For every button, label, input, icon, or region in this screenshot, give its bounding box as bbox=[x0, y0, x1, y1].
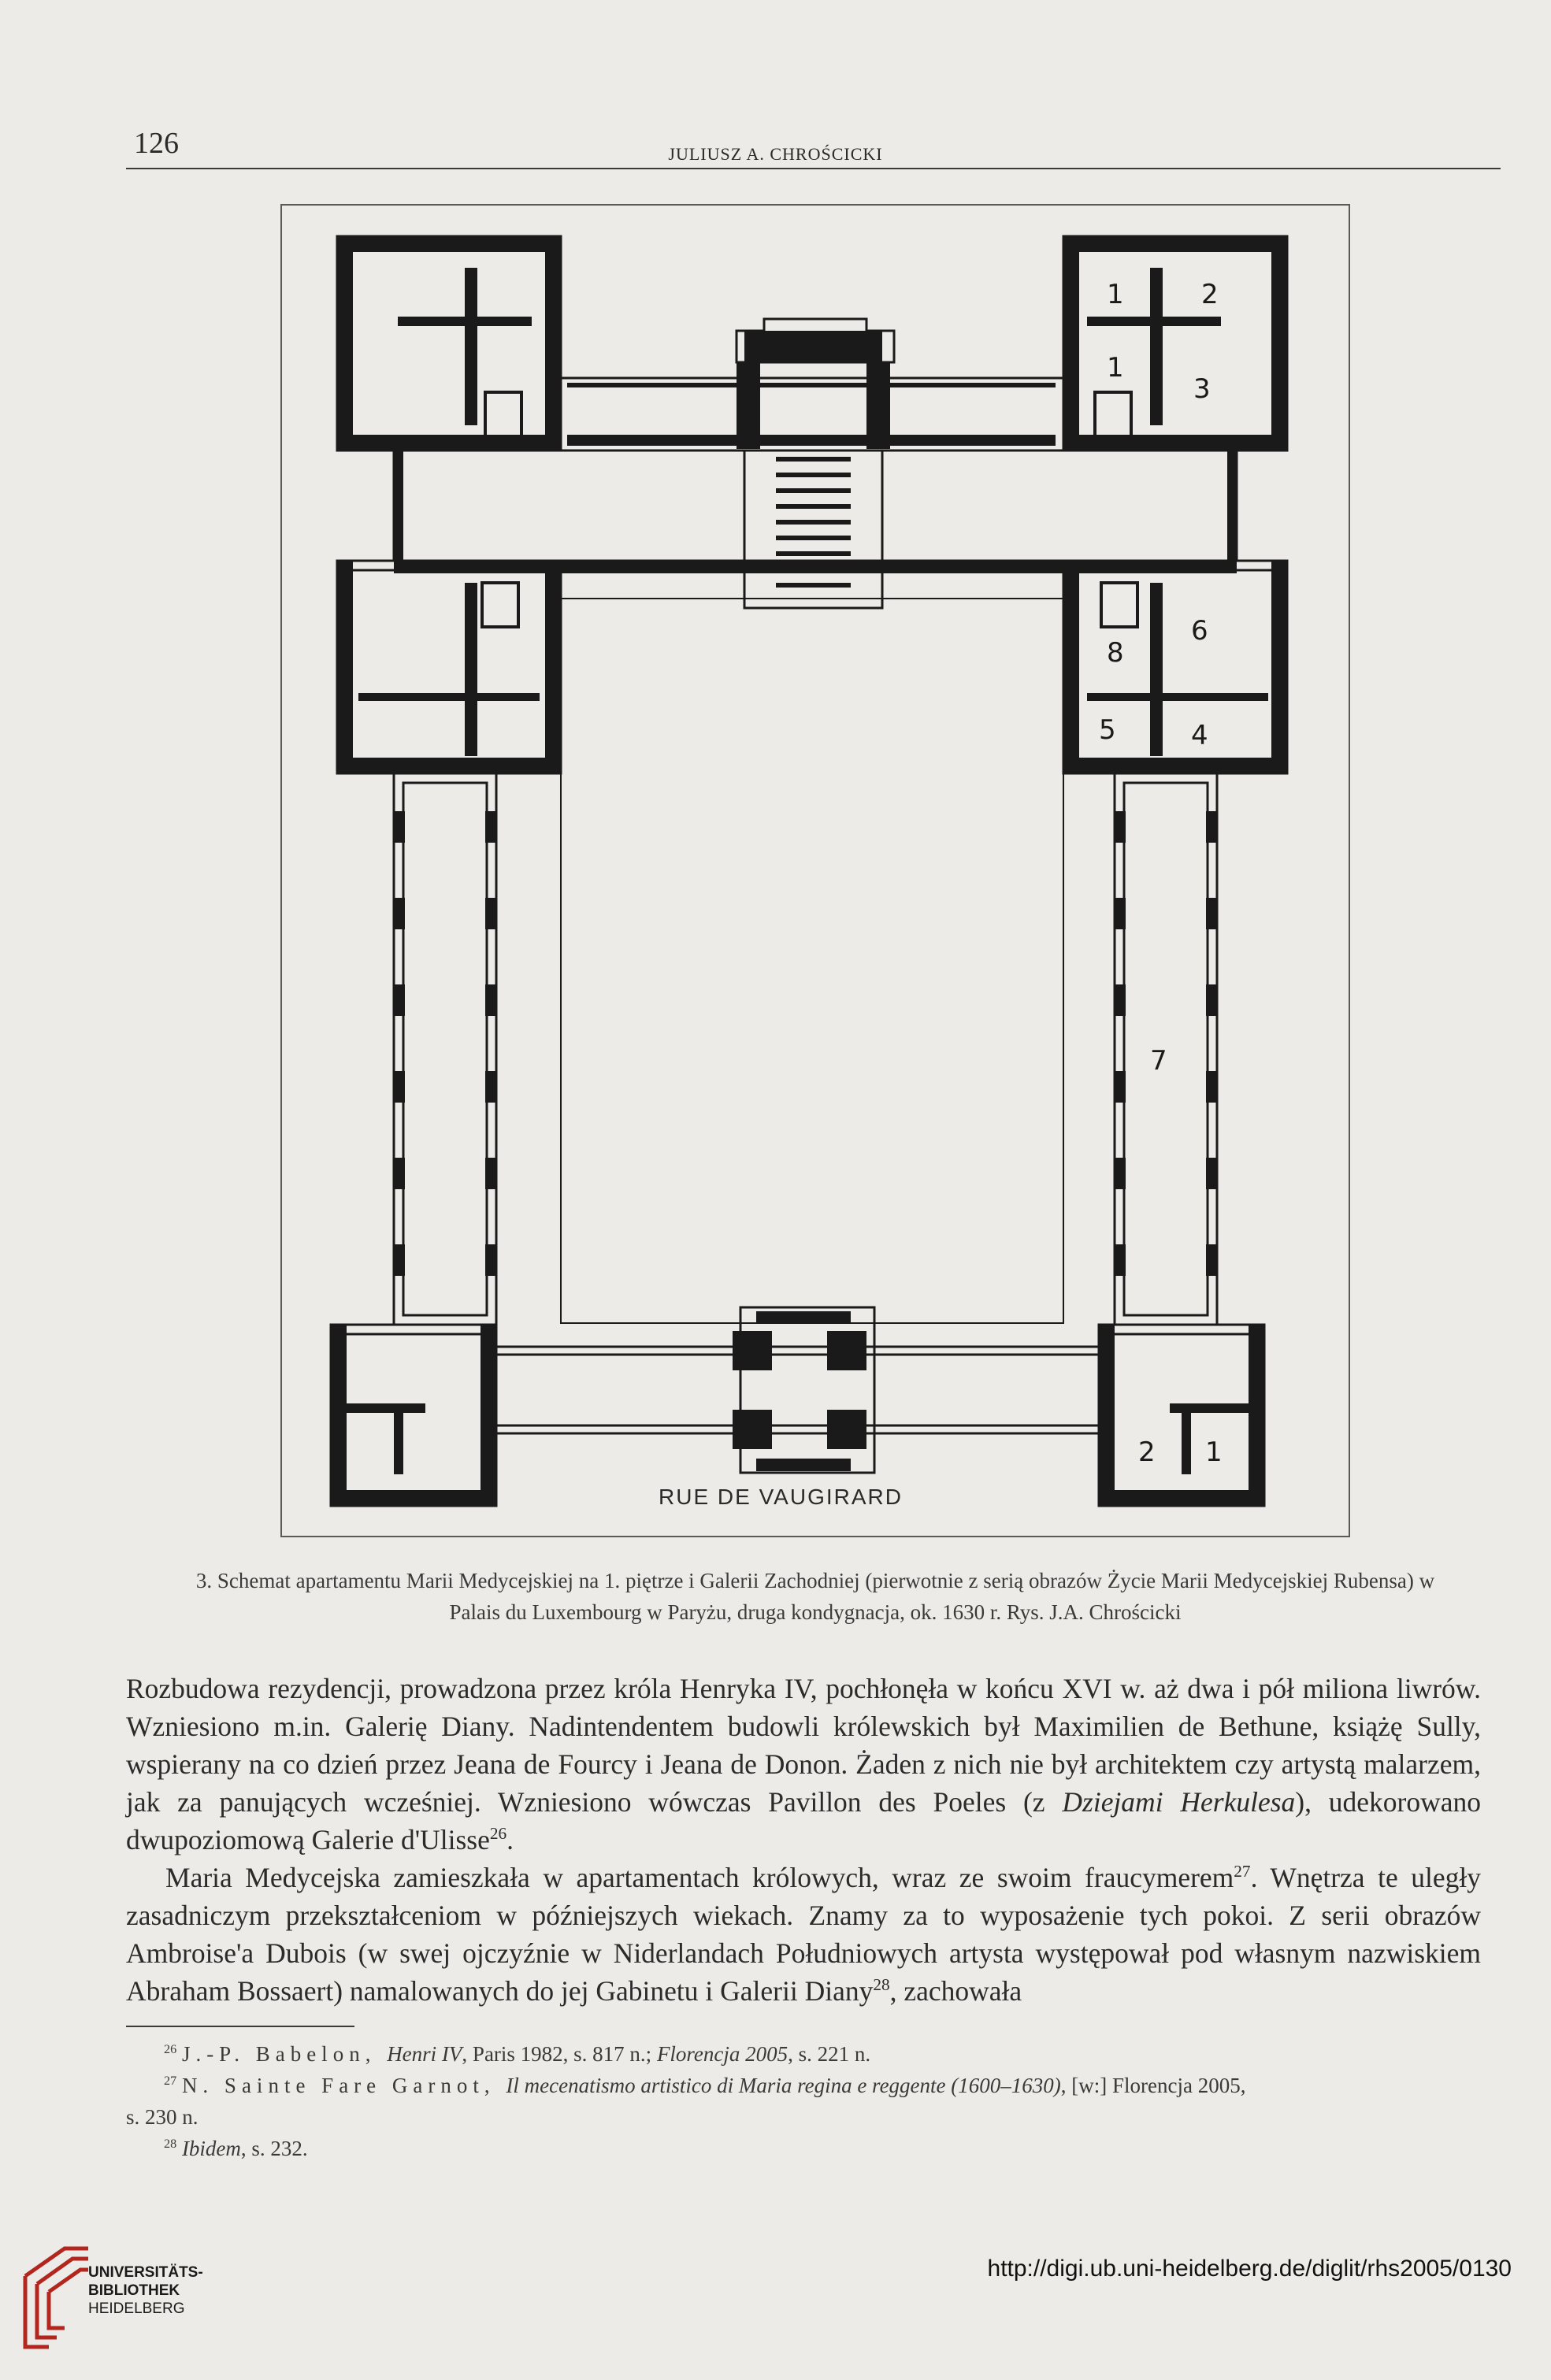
footnote: $^{28}$ Ibidem, s. 232. bbox=[164, 2137, 308, 2160]
room-number: 3 bbox=[1193, 373, 1211, 405]
running-head: JULIUSZ A. CHROŚCICKI bbox=[668, 144, 883, 164]
paragraph: Rozbudowa rezydencji, prowadzona przez króla Henryka IV, pochłonęła w końcu XVI w. aż dwa i pół miliona liwrów. Wzniesiono m.in. Galerię Diany. Nadintendentem budowli królewskich był Maximilien de Bethune, książę Sully, wspierany na co dzień przez Jeana de Fourcy i Jeana de Donon. Żaden z nich nie był architektem czy artystą malarzem, jak za panujących wcześniej. Wzniesiono wówczas Pavillon des Poeles (z Dziejami Herkulesa), udekorowano dwupoziomową Galerie d'Ulisse$^{26}$. bbox=[126, 1673, 1482, 1855]
west-gallery bbox=[394, 773, 496, 1325]
pavilion-bottom-left bbox=[331, 1325, 496, 1506]
library-name: UNIVERSITÄTS- BIBLIOTHEK HEIDELBERG bbox=[88, 2264, 203, 2317]
room-number: 1 bbox=[1205, 1437, 1223, 1468]
room-number: 1 bbox=[1107, 352, 1124, 384]
body-text bbox=[126, 1670, 1481, 2010]
room-number: 2 bbox=[1201, 279, 1219, 310]
page-number: 126 bbox=[134, 127, 179, 160]
street-label: RUE DE VAUGIRARD bbox=[659, 1485, 903, 1509]
room-number: 8 bbox=[1107, 637, 1124, 669]
source-url-link[interactable]: http://digi.ub.uni-heidelberg.de/diglit/rhs2005/0130 bbox=[987, 2256, 1512, 2282]
room-number: 4 bbox=[1191, 720, 1208, 751]
figure-caption: 3. Schemat apartamentu Marii Medycejskiej na 1. piętrze i Galerii Zachodniej (pierwotnie z serią obrazów Życie Marii Medycejskiej Rubensa) w Palais du Luxembourg w Paryżu, druga kondygnacja, ok. 1630 r. Rys. J.A. Chrościcki bbox=[195, 1569, 1435, 1624]
pavilion-top-right bbox=[1063, 236, 1287, 450]
footnote-continuation: s. 230 n. bbox=[126, 2105, 199, 2129]
footnotes bbox=[126, 2038, 1481, 2164]
footnote: $^{26}$ J.-P. Babelon, Henri IV, Paris 1982, s. 817 n.; Florencja 2005, s. 221 n. bbox=[164, 2042, 871, 2066]
pavilion-mid-right bbox=[1063, 561, 1287, 773]
room-number: 7 bbox=[1150, 1045, 1167, 1077]
room-number: 6 bbox=[1191, 615, 1208, 647]
room-number: 2 bbox=[1138, 1437, 1156, 1468]
paragraph: Maria Medycejska zamieszkała w apartamentach królowych, wraz ze swoim fraucymerem$^{27}$. Wnętrza te uległy zasadniczym przekształceniom w późniejszych wiekach. Znamy za to wyposażenie tych pokoi. Z serii obrazów Ambroise'a Dubois (w swej ojczyźnie w Niderlandach Południowych artysta występował pod własnym nazwiskiem Abraham Bossaert) namalowanych do jej Gabinetu i Galerii Diany$^{28}$, zachowała bbox=[126, 1862, 1481, 2007]
footnote: $^{27}$ N. Sainte Fare Garnot, Il mecenatismo artistico di Maria regina e reggente (1600–1630), [w:] Florencja 2005, bbox=[164, 2074, 1246, 2097]
pavilion-mid-left bbox=[337, 561, 561, 773]
footnote-rule bbox=[126, 2026, 354, 2027]
room-number: 5 bbox=[1099, 714, 1116, 746]
room-number: 1 bbox=[1107, 279, 1124, 310]
pavilion-top-left bbox=[337, 236, 561, 450]
courtyard bbox=[561, 599, 1063, 1323]
